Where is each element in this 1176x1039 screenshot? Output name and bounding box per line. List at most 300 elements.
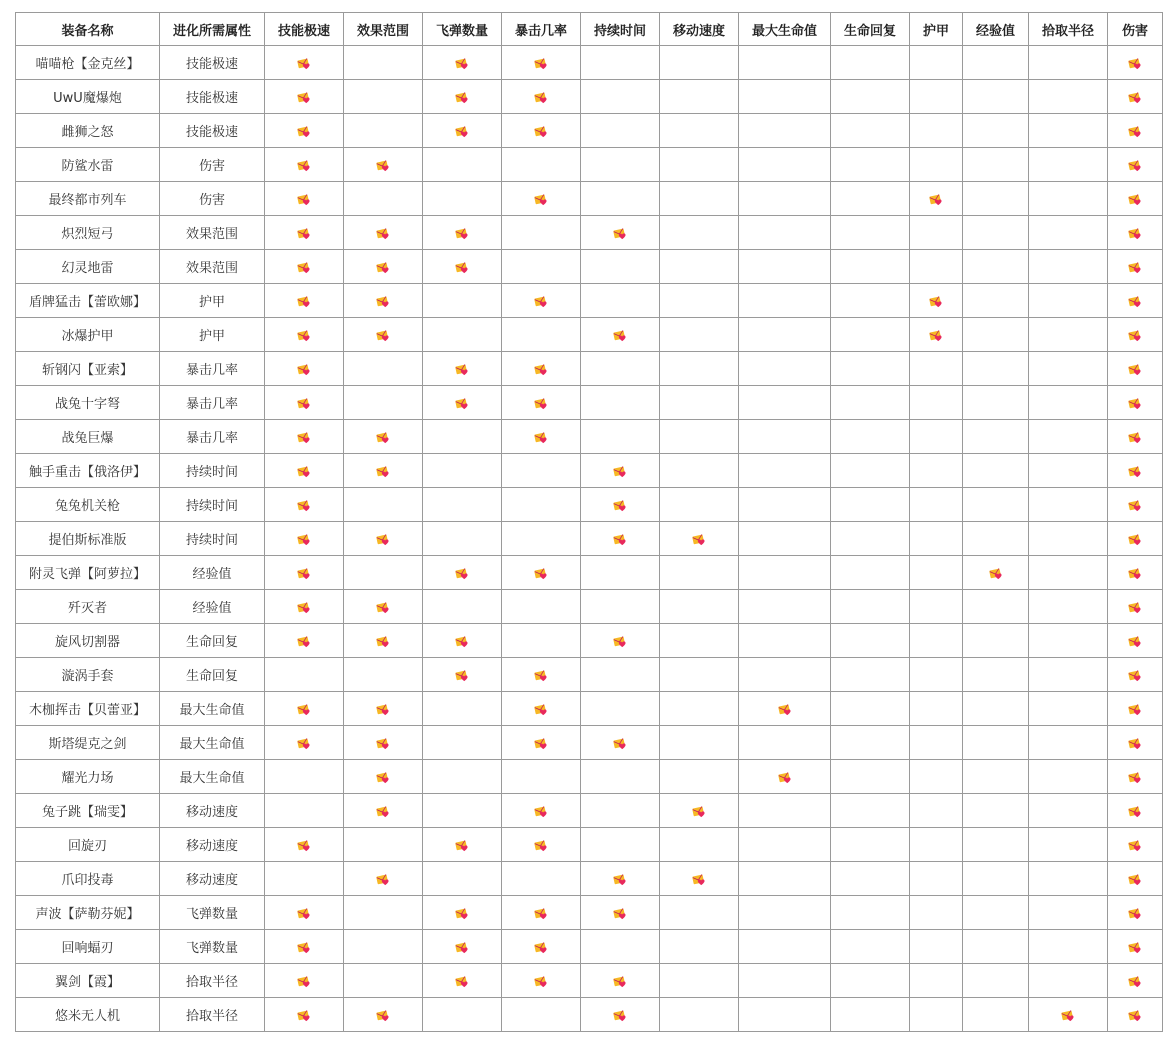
love-letter-emoji-icon (455, 56, 469, 70)
love-letter-emoji-icon (1128, 260, 1142, 274)
stat-cell (1029, 862, 1108, 896)
stat-cell (1108, 624, 1163, 658)
love-letter-emoji-icon (376, 1008, 390, 1022)
stat-cell (344, 318, 423, 352)
equipment-name: 回旋刃 (16, 828, 160, 862)
column-header: 伤害 (1108, 13, 1163, 46)
love-letter-emoji-icon (534, 736, 548, 750)
love-letter-emoji-icon (929, 328, 943, 342)
stat-cell (910, 284, 963, 318)
stat-cell (831, 522, 910, 556)
required-attribute: 效果范围 (160, 250, 265, 284)
stat-cell (963, 250, 1029, 284)
love-letter-emoji-icon (297, 600, 311, 614)
love-letter-emoji-icon (1128, 940, 1142, 954)
love-letter-emoji-icon (1128, 226, 1142, 240)
stat-cell (1108, 250, 1163, 284)
required-attribute: 暴击几率 (160, 352, 265, 386)
stat-cell (502, 998, 581, 1032)
stat-cell (660, 522, 739, 556)
stat-cell (581, 284, 660, 318)
stat-cell (910, 454, 963, 488)
stat-cell (502, 556, 581, 590)
love-letter-emoji-icon (376, 158, 390, 172)
stat-cell (502, 454, 581, 488)
equipment-name: 盾牌猛击【蕾欧娜】 (16, 284, 160, 318)
love-letter-emoji-icon (1128, 464, 1142, 478)
stat-cell (910, 148, 963, 182)
love-letter-emoji-icon (376, 328, 390, 342)
stat-cell (423, 420, 502, 454)
love-letter-emoji-icon (613, 906, 627, 920)
stat-cell (739, 420, 831, 454)
stat-cell (581, 590, 660, 624)
required-attribute: 最大生命值 (160, 760, 265, 794)
love-letter-emoji-icon (297, 362, 311, 376)
love-letter-emoji-icon (297, 90, 311, 104)
stat-cell (739, 284, 831, 318)
love-letter-emoji-icon (613, 736, 627, 750)
stat-cell (831, 182, 910, 216)
stat-cell (910, 658, 963, 692)
required-attribute: 最大生命值 (160, 726, 265, 760)
stat-cell (831, 352, 910, 386)
stat-cell (423, 794, 502, 828)
required-attribute: 经验值 (160, 590, 265, 624)
love-letter-emoji-icon (297, 430, 311, 444)
stat-cell (502, 216, 581, 250)
stat-cell (660, 216, 739, 250)
love-letter-emoji-icon (1128, 396, 1142, 410)
stat-cell (502, 726, 581, 760)
equipment-name: 兔子跳【瑞雯】 (16, 794, 160, 828)
love-letter-emoji-icon (297, 124, 311, 138)
stat-cell (831, 624, 910, 658)
stat-cell (1029, 454, 1108, 488)
stat-cell (344, 964, 423, 998)
table-row (16, 284, 1163, 318)
stat-cell (344, 692, 423, 726)
table-row (16, 522, 1163, 556)
stat-cell (1029, 46, 1108, 80)
stat-cell (963, 624, 1029, 658)
stat-cell (910, 590, 963, 624)
love-letter-emoji-icon (1128, 804, 1142, 818)
stat-cell (502, 624, 581, 658)
table-row (16, 114, 1163, 148)
stat-cell (581, 726, 660, 760)
stat-cell (739, 386, 831, 420)
stat-cell (344, 386, 423, 420)
love-letter-emoji-icon (376, 702, 390, 716)
stat-cell (831, 488, 910, 522)
stat-cell (963, 556, 1029, 590)
stat-cell (265, 828, 344, 862)
stat-cell (831, 590, 910, 624)
stat-cell (265, 454, 344, 488)
love-letter-emoji-icon (534, 702, 548, 716)
stat-cell (581, 760, 660, 794)
stat-cell (739, 726, 831, 760)
stat-cell (963, 760, 1029, 794)
stat-cell (963, 46, 1029, 80)
equipment-name: 冰爆护甲 (16, 318, 160, 352)
love-letter-emoji-icon (297, 294, 311, 308)
stat-cell (660, 692, 739, 726)
stat-cell (1029, 998, 1108, 1032)
love-letter-emoji-icon (534, 192, 548, 206)
love-letter-emoji-icon (1128, 838, 1142, 852)
stat-cell (910, 896, 963, 930)
love-letter-emoji-icon (1128, 634, 1142, 648)
table-row (16, 420, 1163, 454)
stat-cell (502, 148, 581, 182)
stat-cell (739, 114, 831, 148)
table-row (16, 590, 1163, 624)
stat-cell (1108, 420, 1163, 454)
stat-cell (831, 896, 910, 930)
love-letter-emoji-icon (534, 974, 548, 988)
stat-cell (831, 828, 910, 862)
stat-cell (344, 794, 423, 828)
stat-cell (581, 216, 660, 250)
love-letter-emoji-icon (534, 838, 548, 852)
love-letter-emoji-icon (1128, 294, 1142, 308)
stat-cell (265, 692, 344, 726)
stat-cell (423, 556, 502, 590)
stat-cell (739, 522, 831, 556)
stat-cell (581, 318, 660, 352)
stat-cell (1108, 216, 1163, 250)
table-row (16, 488, 1163, 522)
stat-cell (831, 284, 910, 318)
stat-cell (831, 216, 910, 250)
stat-cell (963, 862, 1029, 896)
stat-cell (739, 352, 831, 386)
love-letter-emoji-icon (613, 464, 627, 478)
stat-cell (1029, 964, 1108, 998)
love-letter-emoji-icon (455, 974, 469, 988)
stat-cell (660, 658, 739, 692)
stat-cell (1029, 216, 1108, 250)
stat-cell (1029, 318, 1108, 352)
equipment-name: 附灵飞弹【阿萝拉】 (16, 556, 160, 590)
stat-cell (739, 454, 831, 488)
table-row (16, 556, 1163, 590)
stat-cell (910, 182, 963, 216)
required-attribute: 技能极速 (160, 46, 265, 80)
love-letter-emoji-icon (455, 906, 469, 920)
love-letter-emoji-icon (455, 260, 469, 274)
stat-cell (423, 250, 502, 284)
stat-cell (963, 964, 1029, 998)
stat-cell (910, 114, 963, 148)
stat-cell (265, 760, 344, 794)
stat-cell (581, 964, 660, 998)
stat-cell (739, 998, 831, 1032)
stat-cell (1108, 760, 1163, 794)
love-letter-emoji-icon (1128, 430, 1142, 444)
stat-cell (831, 318, 910, 352)
stat-cell (1108, 488, 1163, 522)
stat-cell (739, 862, 831, 896)
stat-cell (265, 862, 344, 896)
stat-cell (1108, 896, 1163, 930)
stat-cell (581, 624, 660, 658)
love-letter-emoji-icon (534, 56, 548, 70)
stat-cell (910, 862, 963, 896)
stat-cell (265, 794, 344, 828)
love-letter-emoji-icon (1128, 158, 1142, 172)
stat-cell (344, 148, 423, 182)
stat-cell (739, 760, 831, 794)
stat-cell (660, 420, 739, 454)
stat-cell (344, 284, 423, 318)
stat-cell (581, 488, 660, 522)
love-letter-emoji-icon (613, 328, 627, 342)
required-attribute: 护甲 (160, 318, 265, 352)
required-attribute: 持续时间 (160, 454, 265, 488)
stat-cell (423, 284, 502, 318)
stat-cell (1108, 930, 1163, 964)
equipment-name: 爪印投毒 (16, 862, 160, 896)
stat-cell (344, 80, 423, 114)
stat-cell (963, 794, 1029, 828)
table-row (16, 80, 1163, 114)
table-body (16, 46, 1163, 1032)
love-letter-emoji-icon (297, 736, 311, 750)
stat-cell (831, 386, 910, 420)
required-attribute: 持续时间 (160, 522, 265, 556)
love-letter-emoji-icon (455, 90, 469, 104)
stat-cell (502, 318, 581, 352)
love-letter-emoji-icon (534, 430, 548, 444)
stat-cell (963, 930, 1029, 964)
stat-cell (344, 46, 423, 80)
love-letter-emoji-icon (929, 294, 943, 308)
table-row (16, 692, 1163, 726)
love-letter-emoji-icon (929, 192, 943, 206)
love-letter-emoji-icon (376, 770, 390, 784)
stat-cell (1108, 726, 1163, 760)
love-letter-emoji-icon (1128, 872, 1142, 886)
love-letter-emoji-icon (376, 294, 390, 308)
stat-cell (831, 692, 910, 726)
table-row (16, 964, 1163, 998)
stat-cell (1108, 46, 1163, 80)
stat-cell (1029, 114, 1108, 148)
stat-cell (502, 284, 581, 318)
equipment-name: 战兔十字弩 (16, 386, 160, 420)
stat-cell (831, 658, 910, 692)
stat-cell (502, 522, 581, 556)
table-row (16, 386, 1163, 420)
love-letter-emoji-icon (297, 906, 311, 920)
stat-cell (423, 590, 502, 624)
love-letter-emoji-icon (1128, 974, 1142, 988)
stat-cell (423, 726, 502, 760)
stat-cell (581, 454, 660, 488)
stat-cell (831, 454, 910, 488)
stat-cell (581, 80, 660, 114)
stat-cell (502, 386, 581, 420)
stat-cell (910, 46, 963, 80)
love-letter-emoji-icon (1128, 192, 1142, 206)
equipment-name: 兔兔机关枪 (16, 488, 160, 522)
table-row (16, 862, 1163, 896)
stat-cell (1108, 284, 1163, 318)
stat-cell (660, 930, 739, 964)
love-letter-emoji-icon (778, 770, 792, 784)
column-header: 最大生命值 (739, 13, 831, 46)
stat-cell (1029, 556, 1108, 590)
stat-cell (660, 828, 739, 862)
required-attribute: 最大生命值 (160, 692, 265, 726)
required-attribute: 效果范围 (160, 216, 265, 250)
stat-cell (660, 794, 739, 828)
stat-cell (265, 930, 344, 964)
equipment-name: 战兔巨爆 (16, 420, 160, 454)
stat-cell (963, 488, 1029, 522)
stat-cell (581, 522, 660, 556)
stat-cell (581, 862, 660, 896)
stat-cell (423, 896, 502, 930)
stat-cell (502, 114, 581, 148)
love-letter-emoji-icon (297, 192, 311, 206)
required-attribute: 伤害 (160, 182, 265, 216)
stat-cell (1029, 760, 1108, 794)
table-row (16, 182, 1163, 216)
column-header: 持续时间 (581, 13, 660, 46)
column-header: 移动速度 (660, 13, 739, 46)
required-attribute: 生命回复 (160, 624, 265, 658)
stat-cell (502, 930, 581, 964)
love-letter-emoji-icon (297, 838, 311, 852)
stat-cell (831, 80, 910, 114)
stat-cell (660, 862, 739, 896)
stat-cell (265, 114, 344, 148)
equipment-name: 旋风切割器 (16, 624, 160, 658)
stat-cell (344, 726, 423, 760)
stat-cell (1029, 828, 1108, 862)
table-row (16, 760, 1163, 794)
stat-cell (581, 658, 660, 692)
love-letter-emoji-icon (778, 702, 792, 716)
stat-cell (1108, 692, 1163, 726)
stat-cell (963, 352, 1029, 386)
stat-cell (502, 964, 581, 998)
love-letter-emoji-icon (297, 1008, 311, 1022)
stat-cell (1108, 182, 1163, 216)
stat-cell (423, 46, 502, 80)
stat-cell (1108, 964, 1163, 998)
equipment-name: 翼剑【霞】 (16, 964, 160, 998)
equipment-name: 触手重击【俄洛伊】 (16, 454, 160, 488)
stat-cell (739, 692, 831, 726)
stat-cell (1029, 386, 1108, 420)
table-row (16, 794, 1163, 828)
love-letter-emoji-icon (297, 498, 311, 512)
required-attribute: 技能极速 (160, 114, 265, 148)
love-letter-emoji-icon (297, 940, 311, 954)
stat-cell (581, 556, 660, 590)
stat-cell (910, 930, 963, 964)
equipment-name: 提伯斯标准版 (16, 522, 160, 556)
equipment-name: 漩涡手套 (16, 658, 160, 692)
stat-cell (963, 420, 1029, 454)
stat-cell (910, 726, 963, 760)
love-letter-emoji-icon (376, 260, 390, 274)
stat-cell (963, 590, 1029, 624)
stat-cell (265, 624, 344, 658)
stat-cell (265, 46, 344, 80)
column-header: 生命回复 (831, 13, 910, 46)
stat-cell (660, 556, 739, 590)
stat-cell (265, 284, 344, 318)
stat-cell (344, 488, 423, 522)
stat-cell (831, 726, 910, 760)
stat-cell (502, 760, 581, 794)
stat-cell (502, 488, 581, 522)
love-letter-emoji-icon (1128, 328, 1142, 342)
stat-cell (831, 862, 910, 896)
love-letter-emoji-icon (613, 498, 627, 512)
stat-cell (910, 250, 963, 284)
stat-cell (344, 454, 423, 488)
stat-cell (344, 760, 423, 794)
stat-cell (739, 556, 831, 590)
stat-cell (1029, 896, 1108, 930)
stat-cell (423, 862, 502, 896)
stat-cell (1108, 80, 1163, 114)
love-letter-emoji-icon (455, 940, 469, 954)
stat-cell (1029, 930, 1108, 964)
stat-cell (660, 964, 739, 998)
stat-cell (910, 794, 963, 828)
stat-cell (963, 522, 1029, 556)
love-letter-emoji-icon (613, 872, 627, 886)
stat-cell (739, 658, 831, 692)
stat-cell (265, 216, 344, 250)
love-letter-emoji-icon (297, 532, 311, 546)
required-attribute: 持续时间 (160, 488, 265, 522)
stat-cell (265, 964, 344, 998)
stat-cell (739, 182, 831, 216)
love-letter-emoji-icon (534, 804, 548, 818)
stat-cell (423, 658, 502, 692)
stat-cell (910, 522, 963, 556)
stat-cell (265, 386, 344, 420)
stat-cell (265, 488, 344, 522)
stat-cell (423, 930, 502, 964)
stat-cell (660, 998, 739, 1032)
love-letter-emoji-icon (455, 838, 469, 852)
stat-cell (910, 80, 963, 114)
stat-cell (265, 420, 344, 454)
stat-cell (344, 828, 423, 862)
stat-cell (423, 522, 502, 556)
stat-cell (1108, 794, 1163, 828)
love-letter-emoji-icon (297, 702, 311, 716)
required-attribute: 飞弹数量 (160, 930, 265, 964)
stat-cell (660, 454, 739, 488)
stat-cell (344, 114, 423, 148)
stat-cell (344, 420, 423, 454)
equipment-name: 木枷挥击【贝蕾亚】 (16, 692, 160, 726)
stat-cell (660, 284, 739, 318)
stat-cell (963, 182, 1029, 216)
love-letter-emoji-icon (534, 940, 548, 954)
